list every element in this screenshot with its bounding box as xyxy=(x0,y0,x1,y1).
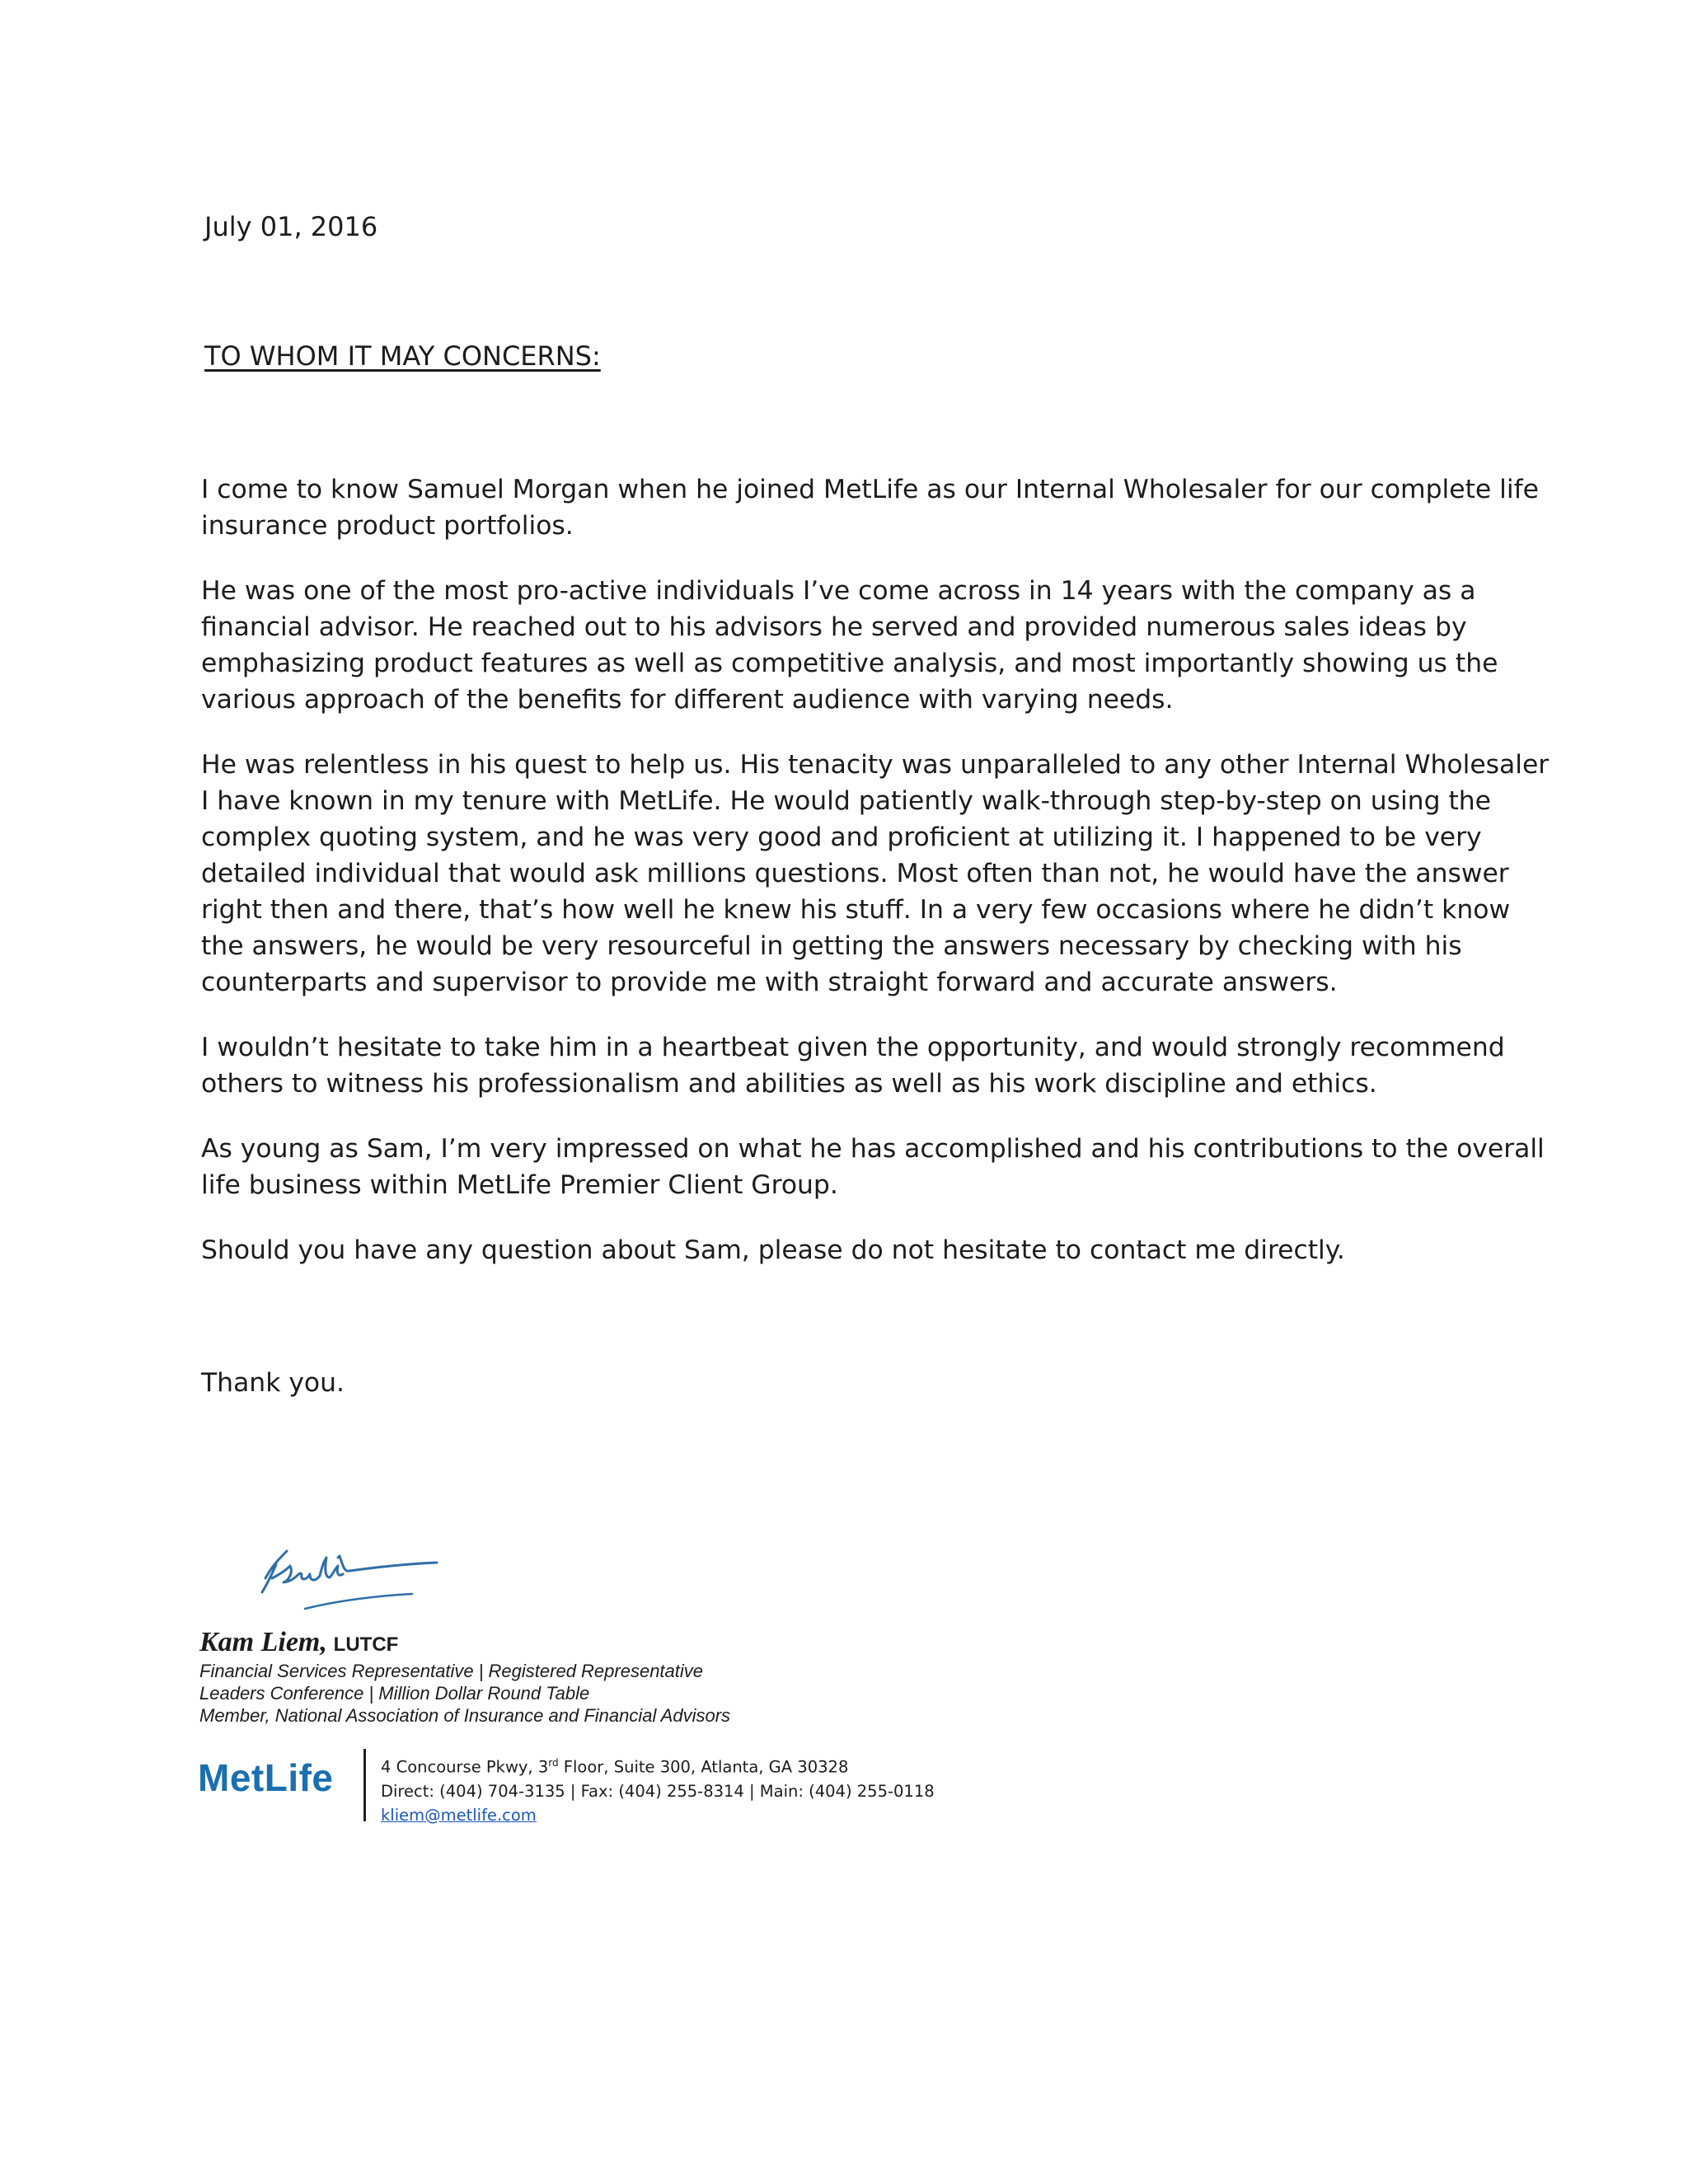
paragraph-3 xyxy=(201,747,1550,1001)
paragraph-line: insurance product portfolios. xyxy=(201,511,574,541)
paragraph-1 xyxy=(201,471,1539,544)
paragraph-line: various approach of the benefits for different audience with varying needs. xyxy=(201,685,1174,715)
paragraph-line: others to witness his professionalism and abilities as well as his work discipline and ethics. xyxy=(201,1069,1377,1099)
paragraph-line: He was relentless in his quest to help us. His tenacity was unparalleled to any other Internal Wholesaler xyxy=(201,750,1550,780)
paragraph-5 xyxy=(201,1131,1545,1203)
paragraph-6 xyxy=(201,1232,1536,1268)
metlife-logo: MetLife xyxy=(198,1756,334,1799)
paragraph-4 xyxy=(201,1029,1536,1102)
closing: Thank you. xyxy=(201,1368,345,1398)
paragraph-line: emphasizing product features as well as competitive analysis, and most importantly showing us the xyxy=(201,649,1498,678)
signer-credentials: LUTCF xyxy=(333,1633,399,1656)
signature-block xyxy=(199,1628,730,1727)
paragraph-line: detailed individual that would ask millions questions. Most often than not, he would have the answer xyxy=(201,859,1509,888)
office-address xyxy=(381,1751,935,1779)
paragraph-line: I come to know Samuel Morgan when he joined MetLife as our Internal Wholesaler for our complete life xyxy=(201,475,1539,504)
signer-membership: Member, National Association of Insurance and Financial Advisors xyxy=(199,1705,731,1726)
signer-affiliation: Leaders Conference | Million Dollar Round Table xyxy=(199,1683,590,1704)
paragraph-line: right then and there, that’s how well he knew his stuff. In a very few occasions where he didn’t know xyxy=(201,895,1511,925)
paragraph-line: life business within MetLife Premier Client Group. xyxy=(201,1170,838,1200)
letter-date: July 01, 2016 xyxy=(204,211,378,242)
handwritten-signature xyxy=(247,1533,453,1624)
logo-divider xyxy=(363,1749,366,1821)
signer-name: Kam Liem, xyxy=(199,1627,327,1657)
address-part: Floor, Suite 300, Atlanta, GA 30328 xyxy=(558,1757,849,1777)
contact-info xyxy=(381,1751,935,1827)
paragraph-line: financial advisor. He reached out to his advisors he served and provided numerous sales ideas by xyxy=(201,612,1467,642)
paragraph-line: the answers, he would be very resourceful in getting the answers necessary by checking with his xyxy=(201,931,1462,961)
signer-title: Financial Services Representative | Registered Representative xyxy=(199,1661,704,1681)
paragraph-line: counterparts and supervisor to provide me with straight forward and accurate answers. xyxy=(201,968,1338,997)
paragraph-2 xyxy=(201,573,1536,718)
phone-numbers: Direct: (404) 704-3135 | Fax: (404) 255-8314 | Main: (404) 255-0118 xyxy=(381,1781,935,1801)
salutation: TO WHOM IT MAY CONCERNS: xyxy=(204,340,601,372)
paragraph-line: Should you have any question about Sam, please do not hesitate to contact me directly. xyxy=(201,1235,1345,1265)
paragraph-line: He was one of the most pro-active individuals I’ve come across in 14 years with the company as a xyxy=(201,576,1476,606)
paragraph-line: As young as Sam, I’m very impressed on what he has accomplished and his contributions to the overall xyxy=(201,1134,1545,1164)
letter-body xyxy=(201,471,1550,1297)
address-part: 4 Concourse Pkwy, 3 xyxy=(381,1757,549,1777)
address-superscript: rd xyxy=(548,1757,559,1769)
paragraph-line: I wouldn’t hesitate to take him in a heartbeat given the opportunity, and would strongly recommend xyxy=(201,1033,1505,1062)
email-link[interactable]: kliem@metlife.com xyxy=(381,1805,537,1825)
paragraph-line: complex quoting system, and he was very good and proficient at utilizing it. I happened to be very xyxy=(201,823,1482,852)
signer-name-line xyxy=(199,1628,730,1660)
paragraph-line: I have known in my tenure with MetLife. He would patiently walk-through step-by-step on using the xyxy=(201,786,1491,816)
